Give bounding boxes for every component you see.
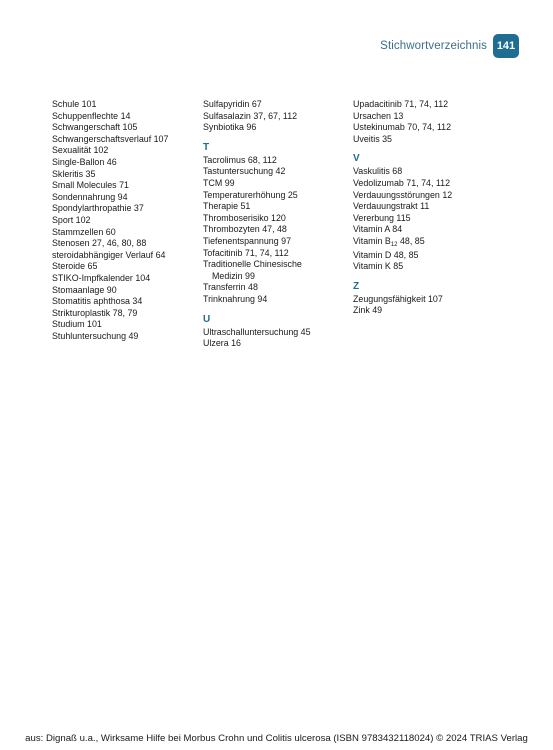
- index-column-1: [52, 99, 197, 342]
- index-entry: Sondennahrung 94: [52, 191, 128, 202]
- index-entry: Sport 102: [52, 214, 91, 225]
- index-entry: Thrombozyten 47, 48: [203, 224, 287, 235]
- index-entry: Schwangerschaft 105: [52, 122, 138, 133]
- index-entry: Stenosen 27, 46, 80, 88: [52, 238, 147, 249]
- index-entry: Synbiotika 96: [203, 122, 257, 133]
- vitamin-b-pages: 48, 85: [397, 235, 425, 246]
- index-entry: Trinknahrung 94: [203, 293, 268, 304]
- index-entry: Single-Ballon 46: [52, 156, 117, 167]
- index-column-3: [353, 99, 503, 317]
- index-entry: Sulfapyridin 67: [203, 99, 262, 109]
- index-entry: Therapie 51: [203, 201, 251, 212]
- index-entry: Vererbung 115: [353, 212, 411, 223]
- vitamin-b-subscript: 12: [390, 241, 398, 248]
- index-entry: Tacrolimus 68, 112: [203, 154, 277, 165]
- index-entry: Vaskulitis 68: [353, 166, 403, 177]
- source-footer: aus: Dignaß u.a., Wirksame Hilfe bei Morbus Crohn und Colitis ulcerosa (ISBN 9783432118024) © 2024 TRIAS Verlag: [25, 733, 528, 744]
- page-header-title: Stichwortverzeichnis: [380, 40, 487, 52]
- index-entry: Upadacitinib 71, 74, 112: [353, 99, 449, 109]
- index-entry: Spondylarthropathie 37: [52, 203, 144, 214]
- index-entry: Zink 49: [353, 305, 383, 316]
- index-entry: Tofacitinib 71, 74, 112: [203, 247, 289, 258]
- index-entry: Zeugungsfähigkeit 107: [353, 293, 443, 304]
- index-entry: Ustekinumab 70, 74, 112: [353, 122, 452, 133]
- index-entry: Schwangerschaftsverlauf 107: [52, 133, 169, 144]
- index-entry: Skleritis 35: [52, 168, 96, 179]
- index-letter-v: V: [353, 153, 360, 165]
- index-entry: Stomatitis aphthosa 34: [52, 296, 143, 307]
- index-entry: Uveitis 35: [353, 133, 392, 144]
- index-letter-u: U: [203, 313, 211, 325]
- index-entry: Stomaanlage 90: [52, 284, 117, 295]
- index-entry: Vitamin D 48, 85: [353, 249, 419, 260]
- index-entry: Sexualität 102: [52, 145, 109, 156]
- index-entry: Small Molecules 71: [52, 180, 129, 191]
- index-entry: Studium 101: [52, 319, 102, 330]
- index-entry: Vitamin A 84: [353, 224, 403, 235]
- index-entry: Steroide 65: [52, 261, 98, 272]
- index-entry: Ursachen 13: [353, 110, 404, 121]
- index-entry: Vedolizumab 71, 74, 112: [353, 177, 451, 188]
- index-entry: Ultraschalluntersuchung 45: [203, 326, 311, 337]
- index-entry-vitamin-b12: [353, 236, 503, 250]
- index-column-2: [203, 99, 348, 350]
- index-entry: Thromboserisiko 120: [203, 212, 286, 223]
- index-entry: Transferrin 48: [203, 282, 258, 293]
- index-entry: Strikturoplastik 78, 79: [52, 307, 138, 318]
- index-entry: steroidabhängiger Verlauf 64: [52, 249, 166, 260]
- index-entry: Ulzera 16: [203, 338, 241, 349]
- index-entry: Stuhluntersuchung 49: [52, 330, 139, 341]
- page-number-badge: 141: [493, 34, 519, 58]
- index-entry: Vitamin K 85: [353, 261, 404, 272]
- index-entry: STIKO-Impfkalender 104: [52, 272, 151, 283]
- index-entry: Verdauungstrakt 11: [353, 201, 430, 212]
- vitamin-b-prefix: Vitamin B: [353, 235, 391, 246]
- index-entry: Temperaturerhöhung 25: [203, 189, 298, 200]
- index-entry: Traditionelle Chinesische: [203, 259, 302, 270]
- index-letter-t: T: [203, 141, 210, 153]
- index-entry: Sulfasalazin 37, 67, 112: [203, 110, 298, 121]
- index-entry: Stammzellen 60: [52, 226, 116, 237]
- index-entry: Tiefenentspannung 97: [203, 235, 291, 246]
- index-entry: Verdauungsstörungen 12: [353, 189, 453, 200]
- index-entry: TCM 99: [203, 177, 235, 188]
- index-letter-z: Z: [353, 280, 360, 292]
- index-entry-continuation: Medizin 99: [212, 270, 255, 281]
- index-entry: Schuppenflechte 14: [52, 110, 131, 121]
- index-entry: Schule 101: [52, 99, 97, 109]
- index-entry: Tastuntersuchung 42: [203, 166, 286, 177]
